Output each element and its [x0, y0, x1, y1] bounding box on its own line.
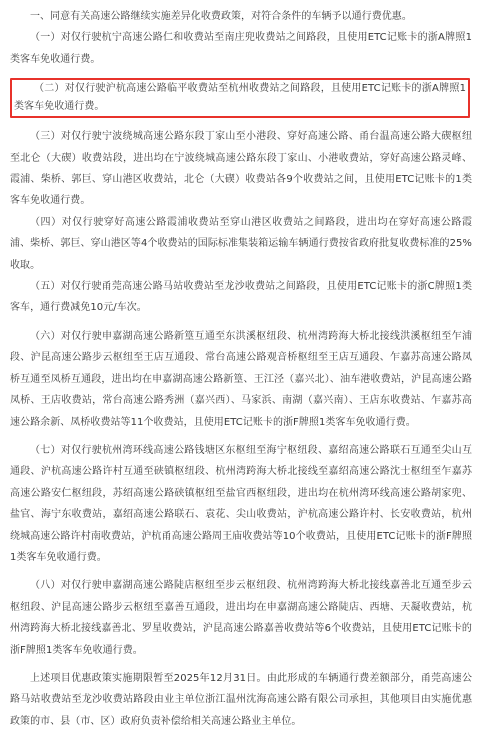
spacer [10, 661, 472, 668]
paragraph-item-3: （三）对仅行驶宁波绕城高速公路东段丁家山至小港段、穿好高速公路、甬台温高速公路大碶枢纽至北仑（大碶）收费站段，进出均在宁波绕城高速公路东段丁家山、小港收费站，穿好高速公路灵峰、霞浦、柴桥、郭巨、穿山港区收费站，北仑（大碶）收费站各9个收费站之间，且使用ETC记账卡的1类客车免收通行费。 [10, 131, 472, 207]
paragraph-item-6: （六）对仅行驶申嘉湖高速公路新篁互通至东洪溪枢纽段、杭州湾跨海大桥北接线洪溪枢纽至乍浦段、沪昆高速公路步云枢纽至王店互通段、常台高速公路观音桥枢纽至王店互通段、乍嘉苏高速公路凤桥互通至凤桥互通段，进出均在申嘉湖高速公路新篁、王江泾（嘉兴北）、油车港收费站，沪昆高速公路凤桥、王店收费站，常台高速公路秀洲（嘉兴西）、马家浜、南湖（嘉兴南）、王店东收费站、乍嘉苏高速公路余新、凤桥收费站等11个收费站，且使用ETC记账卡的浙F牌照1类客车免收通行费。 [10, 330, 472, 428]
spacer [10, 568, 472, 575]
paragraph-item-7: （七）对仅行驶杭州湾环线高速公路钱塘区东枢纽至海宁枢纽段、嘉绍高速公路联石互通至尖山互通段、沪杭高速公路许村互通至硖镇枢纽段、杭州湾跨海大桥北接线至嘉绍高速公路沈士枢纽至乍嘉苏高速公路安仁枢纽段，苏绍高速公路硖镇枢纽至盐官西枢纽段，进出均在杭州湾环线高速公路胡家兜、盐官、海宁东收费站，嘉绍高速公路联石、袁花、尖山收费站，沪杭高速公路许村、长安收费站，杭州绕城高速公路许村南收费站，沪杭甬高速公路周王庙收费站等10个收费站，且使用ETC记账卡的浙F牌照1类客车免收通行费。 [10, 444, 472, 563]
paragraph-closing: 上述项目优惠政策实施期限暂至2025年12月31日。由此形成的车辆通行费差额部分，甬莞高速公路马站收费站至龙沙收费站路段由业主单位浙江温州沈海高速公路有限公司承担，其他项目由实施优惠政策的市、县（市、区）政府负责补偿给相关高速公路业主单位。 [10, 672, 472, 727]
spacer [10, 319, 472, 326]
paragraph-item-4: （四）对仅行驶穿好高速公路霞浦收费站至穿山港区收费站之间路段，进出均在穿好高速公路霞浦、柴桥、郭巨、穿山港区等4个收费站的国际标准集装箱运输车辆通行费按省政府批复收费标准的25%收取。 [10, 216, 472, 271]
spacer [10, 433, 472, 440]
paragraph-item-1: （一）对仅行驶杭宁高速公路仁和收费站至南庄兜收费站之间路段，且使用ETC记账卡的浙A牌照1类客车免收通行费。 [10, 32, 472, 65]
paragraph-item-8: （八）对仅行驶申嘉湖高速公路陡店枢纽至步云枢纽段、杭州湾跨海大桥北接线嘉善北互通至步云枢纽段、沪昆高速公路步云枢纽至嘉善互通段，进出均在申嘉湖高速公路陡店、西塘、天凝收费站，杭州湾跨海大桥北接线嘉善北、罗星收费站，沪昆高速公路嘉善收费站等6个收费站，且使用ETC记账卡的浙F牌照1类客车免收通行费。 [10, 580, 472, 656]
paragraph-item-5: （五）对仅行驶甬莞高速公路马站收费站至龙沙收费站之间路段，且使用ETC记账卡的浙C牌照1类客车，通行费减免10元/车次。 [10, 281, 472, 314]
highlighted-paragraph-box [10, 78, 470, 118]
paragraph-intro: 一、同意有关高速公路继续实施差异化收费政策，对符合条件的车辆予以通行费优惠。 [30, 11, 412, 22]
paragraph-item-2-highlighted: （二）对仅行驶沪杭高速公路临平收费站至杭州收费站之间路段，且使用ETC记账卡的浙A牌照1类客车免收通行费。 [14, 83, 466, 113]
